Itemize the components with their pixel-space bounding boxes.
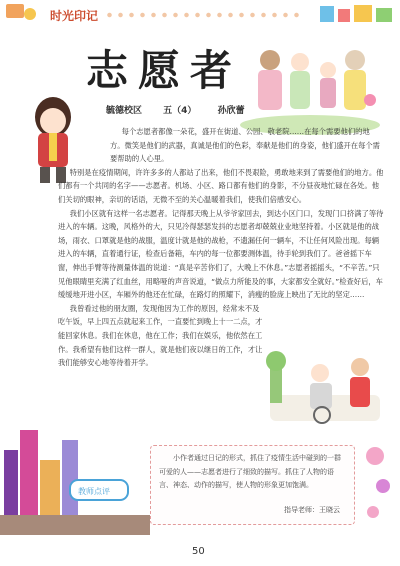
byline: [106, 103, 263, 116]
bubble-decoration-icon: [355, 438, 395, 528]
teacher-comment-text: 小作者通过日记的形式，抓住了疫情生活中碰到的一群可爱的人——志愿者进行了细致的描写。抓住了人物的语言、神态、动作的描写，使人物的形象更加饱满。: [159, 454, 341, 490]
class-label: 五（4）: [163, 106, 197, 116]
volunteer-group-illustration: [240, 40, 380, 135]
paragraph: 我曾看过他的朋友圈，发现他因为工作的原因，经常未不及吃午饭，早上四五点就起来工作，一直要忙到晚上十一二点，才能回家休息。我们在休息，他在工作；我们在娱乐，他依然在工作。我希望有他们这样一群人，就是他们夜以继日的工作，才让我们能够安心地等待着开学。: [58, 303, 263, 368]
section-title: 时光印记: [50, 9, 99, 23]
page-number: 50: [192, 546, 205, 557]
elderly-care-illustration: [260, 345, 390, 425]
paragraph: 我们小区就有这样一名志愿者。记得那天晚上从爷爷家回去，到达小区门口，发现门口挤满了等待进入的车辆。这晚，风格外的大，只见冷得瑟瑟发抖的志愿者却兢兢业业地坚持着。小区就是他的战场，雨衣、口罩就是他的战服，温度计就是他的战枪，不遗漏任何一辆车，不让任何风险出现。每辆进入的车辆，直着通行证，检查后备箱，车内的每一位都要测体温，待手轮到我们了。爸爸摇下车窗，伸出手臂等待测量体温的说道：“真是辛苦你们了，大晚上不休息。”志愿者摇摇头，“不辛苦。”只见他眼睛里充满了红血丝，用略哑的声音说道，“做点力所能及的事，大家都安全就好。”检查好后，车缓缓地开进小区，车厢外的他还在忙碌，在路灯的照耀下，消瘦的脸庞上映出了无比的坚定……: [58, 208, 384, 300]
teacher-signature: 指导老师：王晓云: [284, 506, 340, 515]
teacher-comment-box: [150, 445, 355, 525]
header-band: [0, 0, 400, 28]
article-body: [58, 125, 384, 370]
article-title: 志愿者: [86, 46, 243, 95]
svg-text:教师点评: 教师点评: [78, 487, 110, 496]
city-illustration: [0, 420, 150, 535]
paragraph: 特别是在疫情期间，许许多多的人都站了出来，他们不畏艰险，勇敢地来到了需要他们的地方。他们都有一个共同的名字——志愿者。机场、小区、路口都有他们的身影，不分昼夜地忙碌在各处。他们关切的眼神，亲切的话语，无微不至的关心温暖着我们，使我们倍感安心。: [58, 167, 384, 204]
school-label: 毓德校区: [106, 106, 143, 116]
paragraph: 每个志愿者都像一朵花，盛开在街道、公园、敬老院……在每个需要他们的地方。微笑是他们的武器，真诚是他们的色彩，奉献是他们的身姿，他们盛开在每个需要帮助的人心里。: [110, 127, 380, 164]
author-name: 孙欣蕾: [217, 106, 245, 116]
header-dots-pattern: [104, 10, 304, 20]
